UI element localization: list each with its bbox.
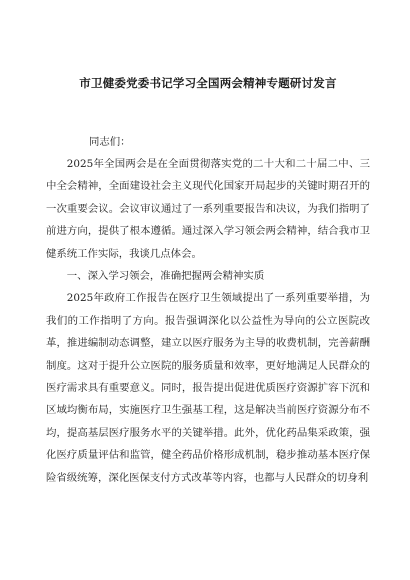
greeting: 同志们： bbox=[89, 136, 131, 148]
section-heading-1: 一、深入学习领会，准确把握两会精神实质 bbox=[66, 270, 265, 283]
document-title: 市卫健委党委书记学习全国两会精神专题研讨发言 bbox=[79, 76, 337, 90]
paragraph-section-1: 2025年政府工作报告在医疗卫生领域提出了一系列重要举措，为我们的工作指明了方向。报告强调深化以公益性为导向的公立医院改革，推进编制动态调整，建立以医疗服务为主导的收费机制，完善薪酬制度。这对于提升公立医院的服务质量和效率，更好地满足人民群众的医疗需求具有重要意义。同时，报告提出促进优质医疗资源扩容下沉和区域均衡布局，实施医疗卫生强基工程，这是解决当前医疗资源分布不均，提高基层医疗服务水平的关键举措。此外，优化药品集采政策，强化医疗质量评估和监管，健全药品价格形成机制，稳步推动基本医疗保险省级统筹，深化医保支付方式改革等内容，也都与人民群众的切身利 bbox=[46, 292, 370, 484]
paragraph-intro: 2025年全国两会是在全面贯彻落实党的二十大和二十届二中、三中全会精神，全面建设社会主义现代化国家开局起步的关键时期召开的一次重要会议。会议审议通过了一系列重要报告和决议，为我们指明了前进方向，提供了根本遵循。通过深入学习领会两会精神，结合我市卫健系统工作实际，我谈几点体会。 bbox=[46, 158, 370, 260]
